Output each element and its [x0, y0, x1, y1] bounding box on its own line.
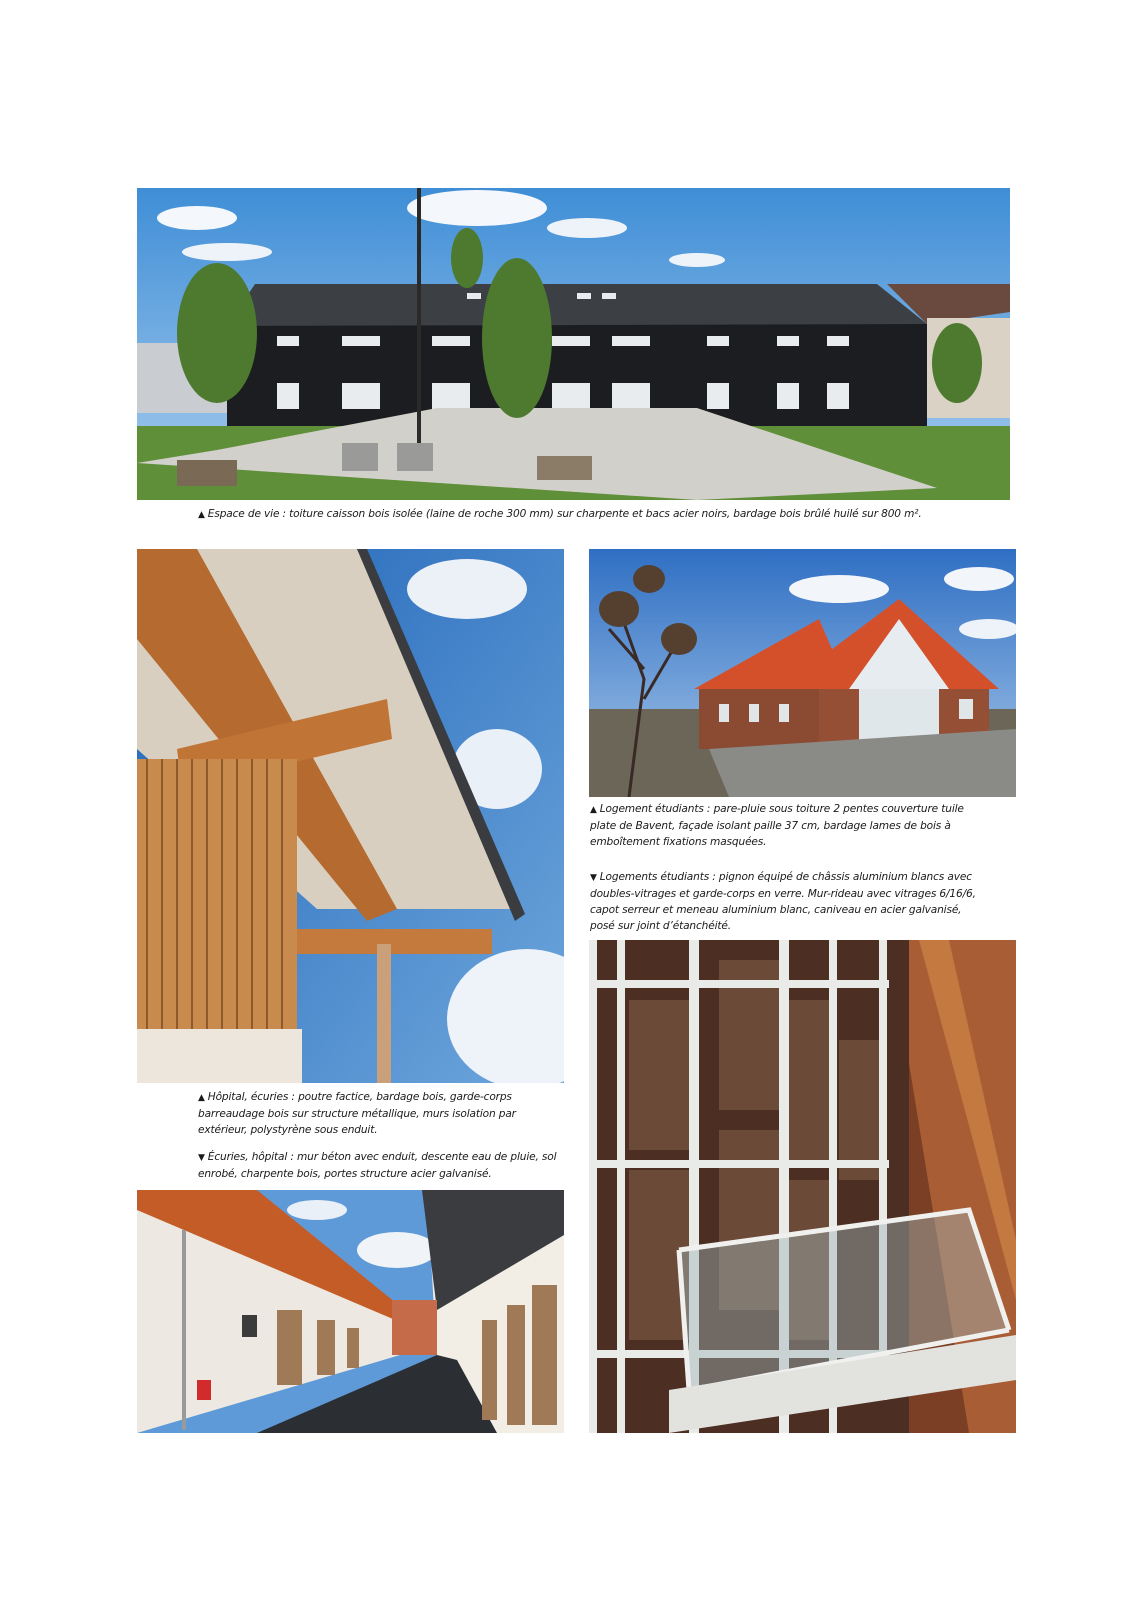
caption-up-marker: ▲ — [590, 805, 597, 815]
photo-hopital-poutre — [137, 549, 564, 1083]
caption-text: Hôpital, écuries : poutre factice, bardage bois, garde-corps barreaudage bois sur structure métallique, murs isolation par extérieur, polystyrène sous enduit. — [198, 1091, 516, 1136]
caption-text: Logement étudiants : pare-pluie sous toiture 2 pentes couverture tuile plate de Bavent, façade isolant paille 37 cm, bardage lames de bois à emboîtement fixations masquées. — [590, 803, 964, 848]
caption-text: Écuries, hôpital : mur béton avec enduit, descente eau de pluie, sol enrobé, charpente bois, portes structure acier galvanisé. — [198, 1151, 557, 1180]
caption-down-marker: ▼ — [198, 1153, 205, 1163]
caption-ecuries-hopital — [198, 1149, 568, 1182]
caption-text: Logements étudiants : pignon équipé de châssis aluminium blancs avec doubles-vitrages et garde-corps en verre. Mur-rideau avec vitrages 6/16/6, capot serreur et meneau aluminium blanc, caniveau en acier galvanisé, posé sur joint d’étanchéité. — [590, 871, 976, 932]
caption-up-marker: ▲ — [198, 1093, 205, 1103]
photo-ecuries-allee — [137, 1190, 564, 1433]
photo-logement-etudiants — [589, 549, 1016, 797]
photo-mur-rideau — [589, 940, 1016, 1433]
caption-down-marker: ▼ — [590, 873, 597, 883]
caption-logement-etudiants-1 — [590, 801, 970, 850]
photo-espace-de-vie — [137, 188, 1010, 500]
caption-up-marker: ▲ — [198, 510, 205, 520]
caption-espace-de-vie — [198, 506, 1018, 523]
caption-logement-etudiants-2 — [590, 869, 980, 934]
caption-hopital-ecuries — [198, 1089, 568, 1138]
caption-text: Espace de vie : toiture caisson bois isolée (laine de roche 300 mm) sur charpente et bacs acier noirs, bardage bois brûlé huilé sur 800 m². — [207, 508, 922, 520]
